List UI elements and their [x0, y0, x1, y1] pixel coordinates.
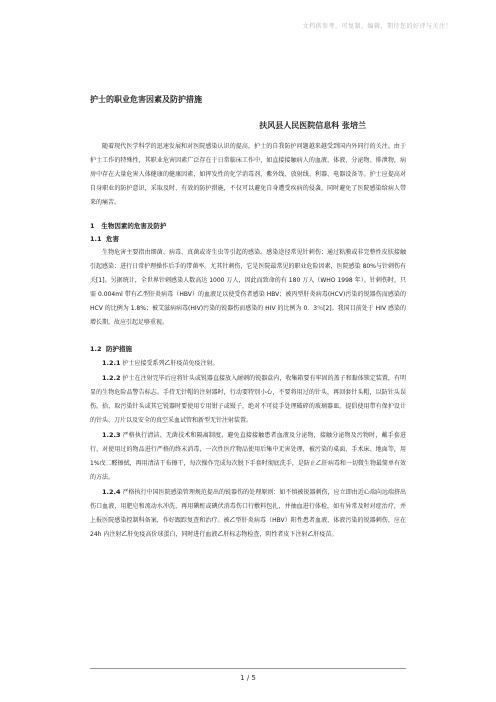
item-1-2-1-number: 1.2.1 [102, 359, 121, 367]
section-1-1-number: 1.1 [90, 235, 102, 243]
section-1-heading [90, 220, 406, 232]
section-1-2-number: 1.2 [90, 345, 102, 353]
footer-divider [90, 668, 406, 669]
item-1-2-2-number: 1.2.2 [102, 374, 121, 382]
section-1-2-heading [90, 342, 406, 356]
item-1-2-4-text: 严格执行中国医院感染管理规范提出的锐器伤的处理原则：如不慎被锐器刺伤，应立即由近心端向远端挤出伤口血液，用肥皂和流动水冲洗，再用碘酊或碘伏消毒伤口行敷料包扎，并抽血进行体检，如有异常及时对症治疗，并上报医院感染控制科备案，作好跟踪复查和治疗。被乙型肝炎病毒（HBV）阳性患者血液、体液污染的锐器刺伤，应在 24h 内注射乙肝免疫高价球蛋白，同时进行血液乙肝标志物检查，阴性者皮下注射乙肝疫苗。 [90, 489, 406, 538]
document-page [90, 94, 406, 542]
item-1-2-4-number: 1.2.4 [102, 488, 121, 496]
item-1-2-1 [90, 356, 406, 371]
item-1-2-3 [90, 428, 406, 485]
intro-paragraph: 随着现代医学科学的迅速发展和对医院感染认识的提高，护士的自我防护问题越来越受到国内外同行的关注。由于护士工作的特殊性，其职业危害因素广泛存在于日常临床工作中，如直接接触病人的血液、体液、分泌物、排泄物，病房中存在大量危害人体健康的健康因素，如挥发性的化学消毒剂、紫外线、放射线、利器、电器设备等。护士应提高对自身职业的防护意识，采取及时、有效的防护措施，不仅可以避免自身遭受疾病的侵袭，同时避免了医院感染给病人带来的痛苦。 [90, 143, 406, 206]
section-1-2-title: 防护措施 [106, 345, 133, 353]
item-1-2-1-text: 护士应接受系列乙肝疫苗免疫注射。 [122, 360, 219, 367]
section-1-1-paragraph: 生物危害主要指由细菌、病毒、真菌或寄生虫等引起的感染。感染途径常见针刺伤；通过粘膜或非完整性皮肤接触引起感染；进行日常护理操作后手的带菌率。尤其针刺伤，它是医院最常见的职业危险因素，医院感染 80%与针刺伤有关[1]。另据统计，全世界针刺感染人数高达 1000 万人，因此而致命的有 180 万人（WHO 1998 年）。针刺伤时，只需 0.004ml 带有乙型肝炎病毒（HBV）的血液足以使受伤者感染 HBV；被丙型肝炎病毒(HCV)污染的锐器伤而感染的 HCV 的比例为 1.8%；被艾滋病病毒(HIV)污染的锐器伤而感染的 HIV 的比例为 0．3％[2]。我国目前处于 HIV 感染的增长期，故应引起足够重视。 [90, 249, 406, 326]
section-1-title: 生物因素的危害及防护 [101, 222, 167, 230]
document-author: 扶风县人民医院信息科 张培兰 [259, 121, 366, 130]
item-1-2-4 [90, 485, 406, 542]
page-number: 1 / 5 [240, 674, 256, 682]
item-1-2-3-number: 1.2.3 [102, 431, 121, 439]
section-1-1-title: 危害 [106, 235, 120, 243]
section-1-number: 1 [90, 222, 95, 230]
section-1-1-heading [90, 232, 406, 246]
document-title: 护士的职业危害因素及防护措施 [90, 95, 202, 104]
item-1-2-3-text: 严格执行清洁、无菌技术和隔离制度，避免直接接触患者血液及分泌物，接触分泌物及污物时，戴手套进行，对使用过的物品进行严格的终末消毒，一次性医疗物品使用后集中无害处理，被污染的桌面、手术床、地面等，用 1%戊二醛擦拭，再用清洁干布擦干，每次操作完成每次脱下手套时彻底洗手，是防止乙肝病毒和一切微生物最简单有效的方法。 [90, 432, 406, 481]
header-watermark: 文档供参考，可复制、编辑，期待您的好评与关注！ [302, 23, 452, 30]
item-1-2-2 [90, 371, 406, 428]
item-1-2-2-text: 护士在注射完毕后应将针头或锐器直接放入耐刺的锐器盒内，收集箱要有牢固的盖子和黏体锁定装置，有明显的生物危险品警告标志。手持无针帽的注射器时，行动要特别小心，不要将用过的针头，再回套针头帽，以防针头误伤。拾、取污染针头或其它锐器时要使用专用钳子或镊子，绝对不可徒手处理破碎的玻璃器皿。提倡使用带有保护设计的针头、刀片以及安全的真空采血试管和新型无针注射装置。 [90, 375, 406, 424]
